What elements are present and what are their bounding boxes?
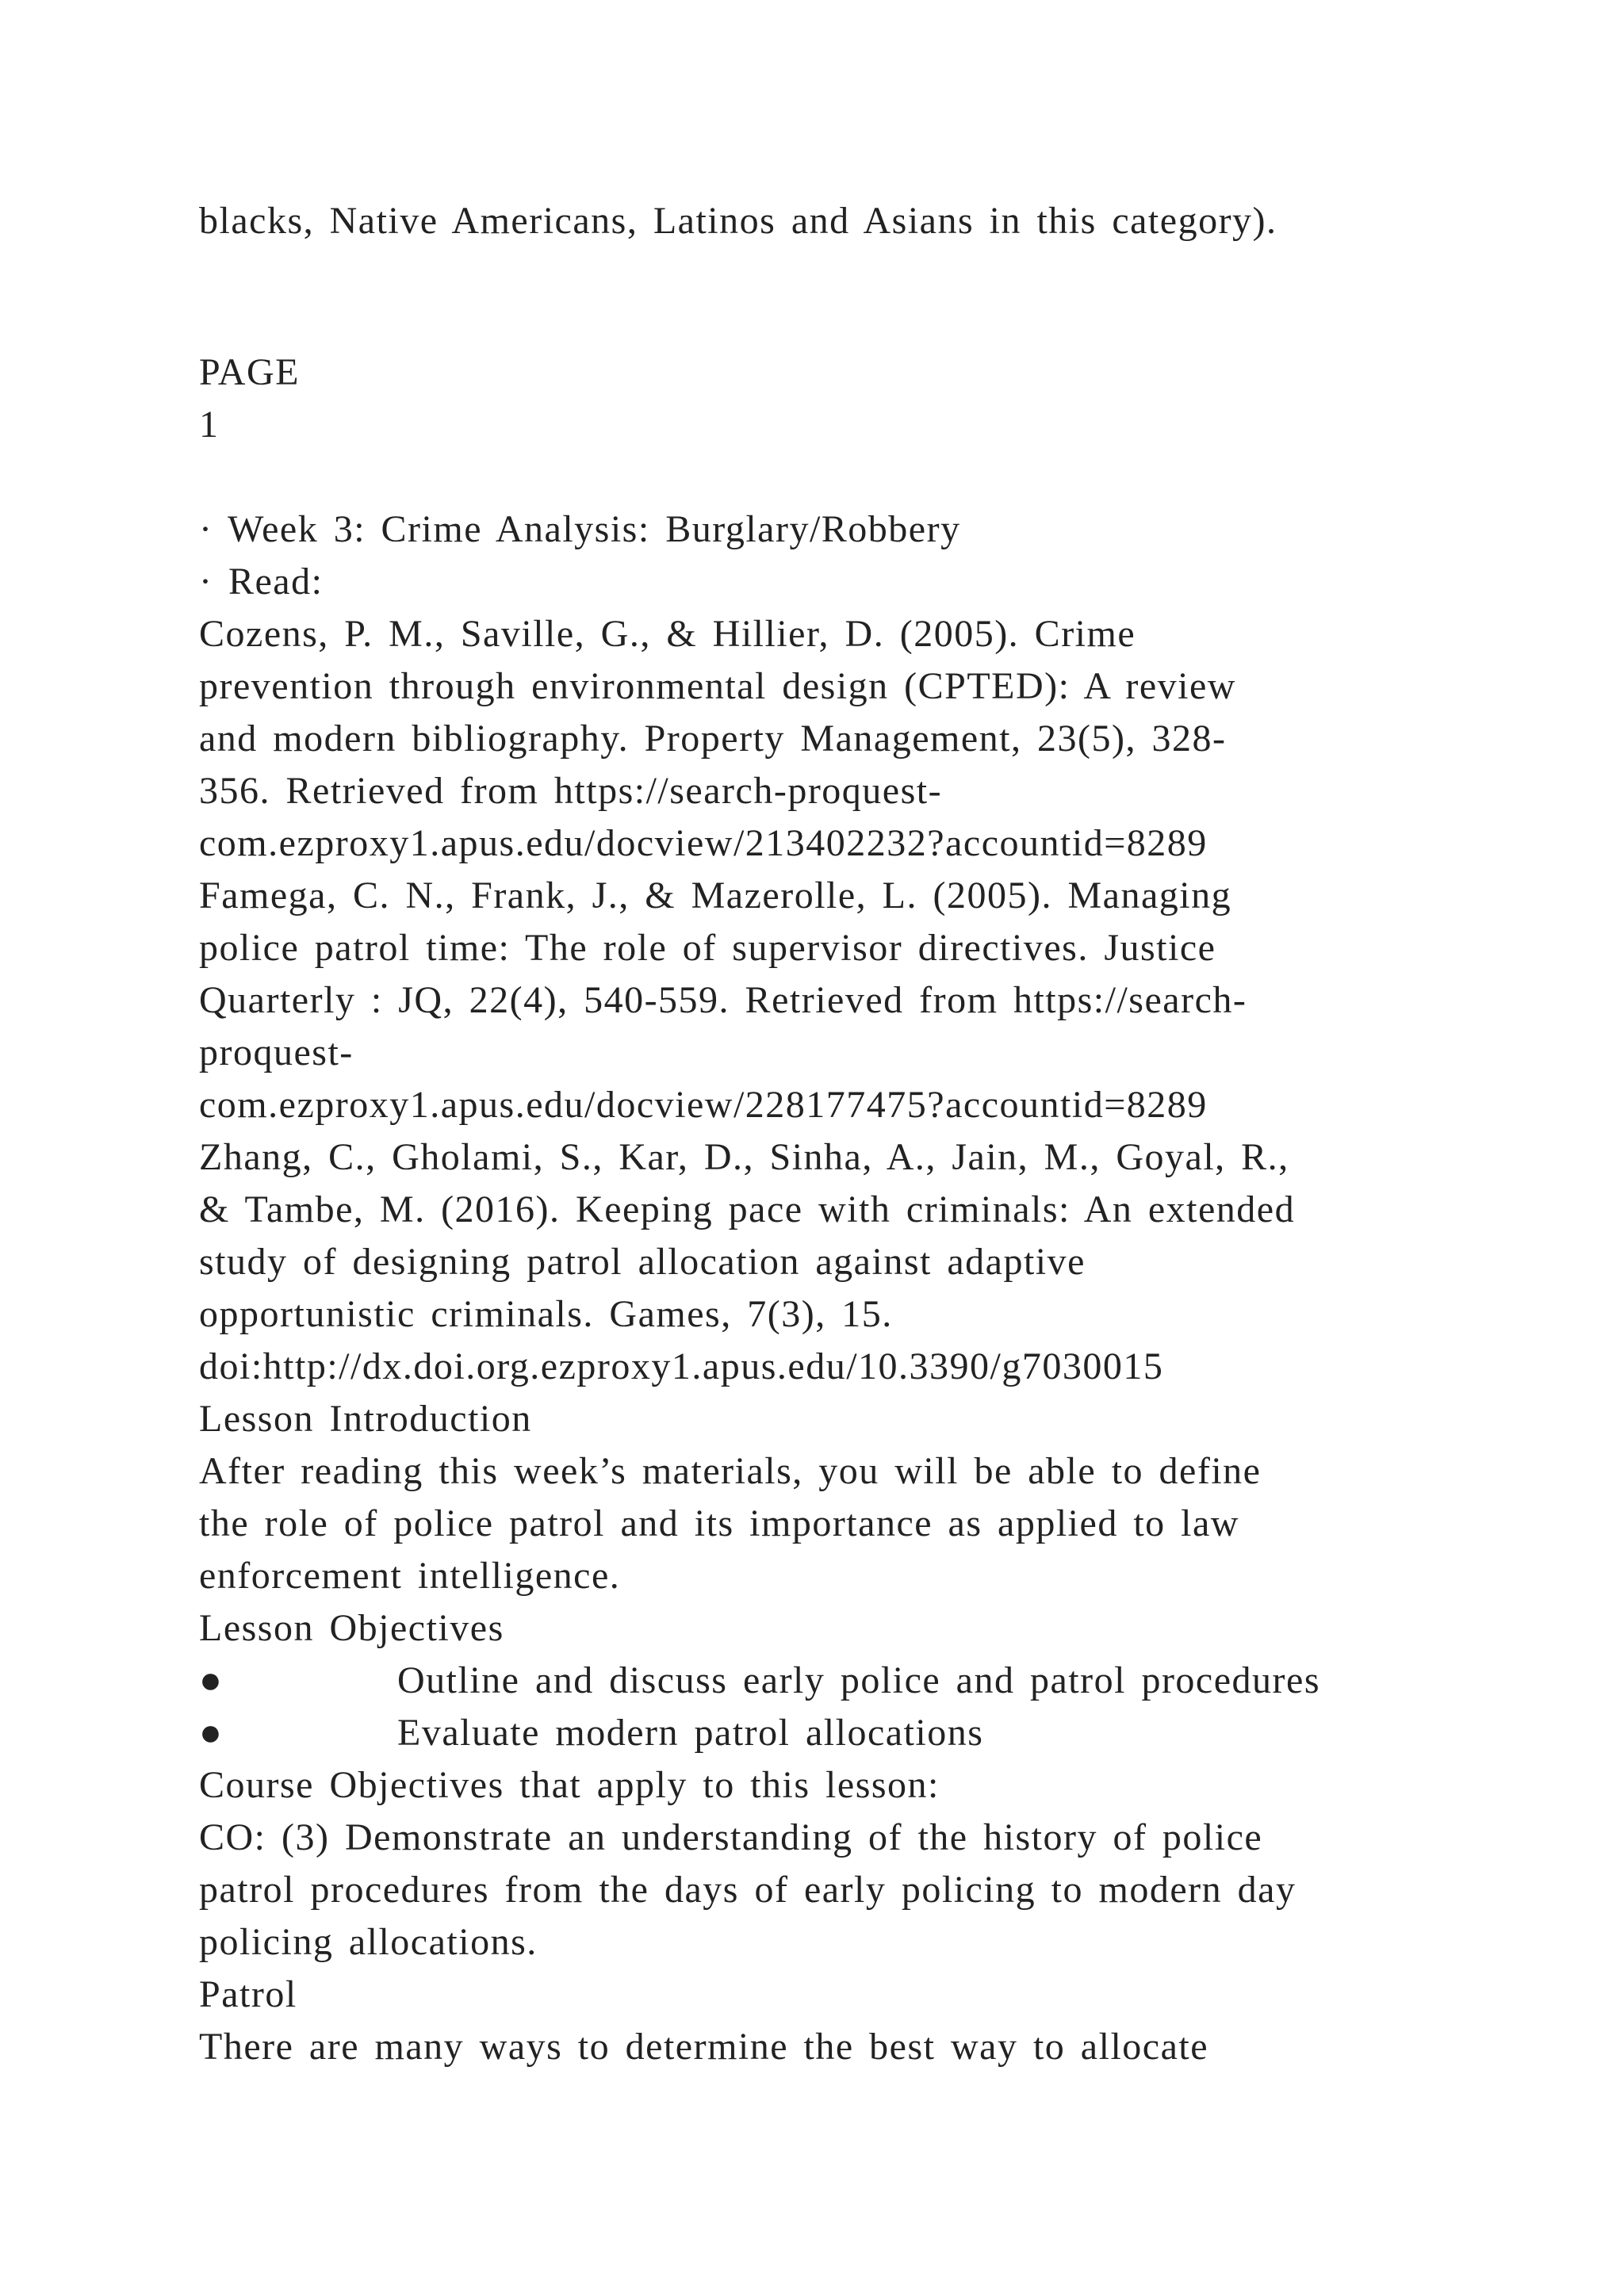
page-label: PAGE	[199, 351, 300, 393]
reference-line: Famega, C. N., Frank, J., & Mazerolle, L. (2005). Managing	[199, 874, 1232, 916]
reference-line: 356. Retrieved from https://search-proquest-	[199, 770, 943, 812]
body-line: enforcement intelligence.	[199, 1555, 621, 1597]
section-heading: Patrol	[199, 1973, 297, 2015]
reference-line: Zhang, C., Gholami, S., Kar, D., Sinha, A., Jain, M., Goyal, R.,	[199, 1136, 1289, 1178]
document-text	[199, 195, 1515, 2073]
body-line: CO: (3) Demonstrate an understanding of the history of police	[199, 1816, 1263, 1858]
body-line: There are many ways to determine the best way to allocate	[199, 2026, 1209, 2068]
reference-line: com.ezproxy1.apus.edu/docview/213402232?accountid=8289	[199, 822, 1208, 864]
reference-line: proquest-	[199, 1031, 354, 1073]
section-heading: Lesson Introduction	[199, 1398, 532, 1440]
reference-line: doi:http://dx.doi.org.ezproxy1.apus.edu/10.3390/g7030015	[199, 1345, 1164, 1387]
reference-line: opportunistic criminals. Games, 7(3), 15.	[199, 1293, 893, 1335]
text-line: blacks, Native Americans, Latinos and Asians in this category).	[199, 200, 1277, 242]
body-line: policing allocations.	[199, 1921, 538, 1963]
reference-line: police patrol time: The role of supervisor directives. Justice	[199, 927, 1216, 969]
reference-line: study of designing patrol allocation against adaptive	[199, 1241, 1086, 1283]
week-heading: · Week 3: Crime Analysis: Burglary/Robbery	[199, 508, 961, 550]
bullet-icon: ●	[199, 1659, 224, 1701]
reference-line: and modern bibliography. Property Management, 23(5), 328-	[199, 718, 1227, 760]
spacer	[199, 451, 1515, 503]
objective-bullet	[199, 1707, 1515, 1759]
section-heading: Course Objectives that apply to this lesson:	[199, 1764, 940, 1806]
bullet-text: Outline and discuss early police and patrol procedures	[397, 1659, 1320, 1701]
body-line: the role of police patrol and its importance as applied to law	[199, 1502, 1239, 1544]
body-line: After reading this week’s materials, you will be able to define	[199, 1450, 1262, 1492]
reference-line: & Tambe, M. (2016). Keeping pace with criminals: An extended	[199, 1188, 1296, 1230]
reference-line: Cozens, P. M., Saville, G., & Hillier, D. (2005). Crime	[199, 613, 1136, 655]
reference-line: prevention through environmental design (CPTED): A review	[199, 665, 1236, 707]
spacer	[199, 247, 1515, 346]
objective-bullet	[199, 1655, 1515, 1707]
read-heading: · Read:	[199, 561, 324, 603]
page-number: 1	[199, 404, 220, 446]
bullet-text: Evaluate modern patrol allocations	[397, 1712, 984, 1754]
reference-line: com.ezproxy1.apus.edu/docview/228177475?accountid=8289	[199, 1084, 1208, 1126]
bullet-icon: ●	[199, 1712, 224, 1754]
reference-line: Quarterly : JQ, 22(4), 540-559. Retrieved from https://search-	[199, 979, 1247, 1021]
body-line: patrol procedures from the days of early policing to modern day	[199, 1869, 1297, 1911]
section-heading: Lesson Objectives	[199, 1607, 504, 1649]
